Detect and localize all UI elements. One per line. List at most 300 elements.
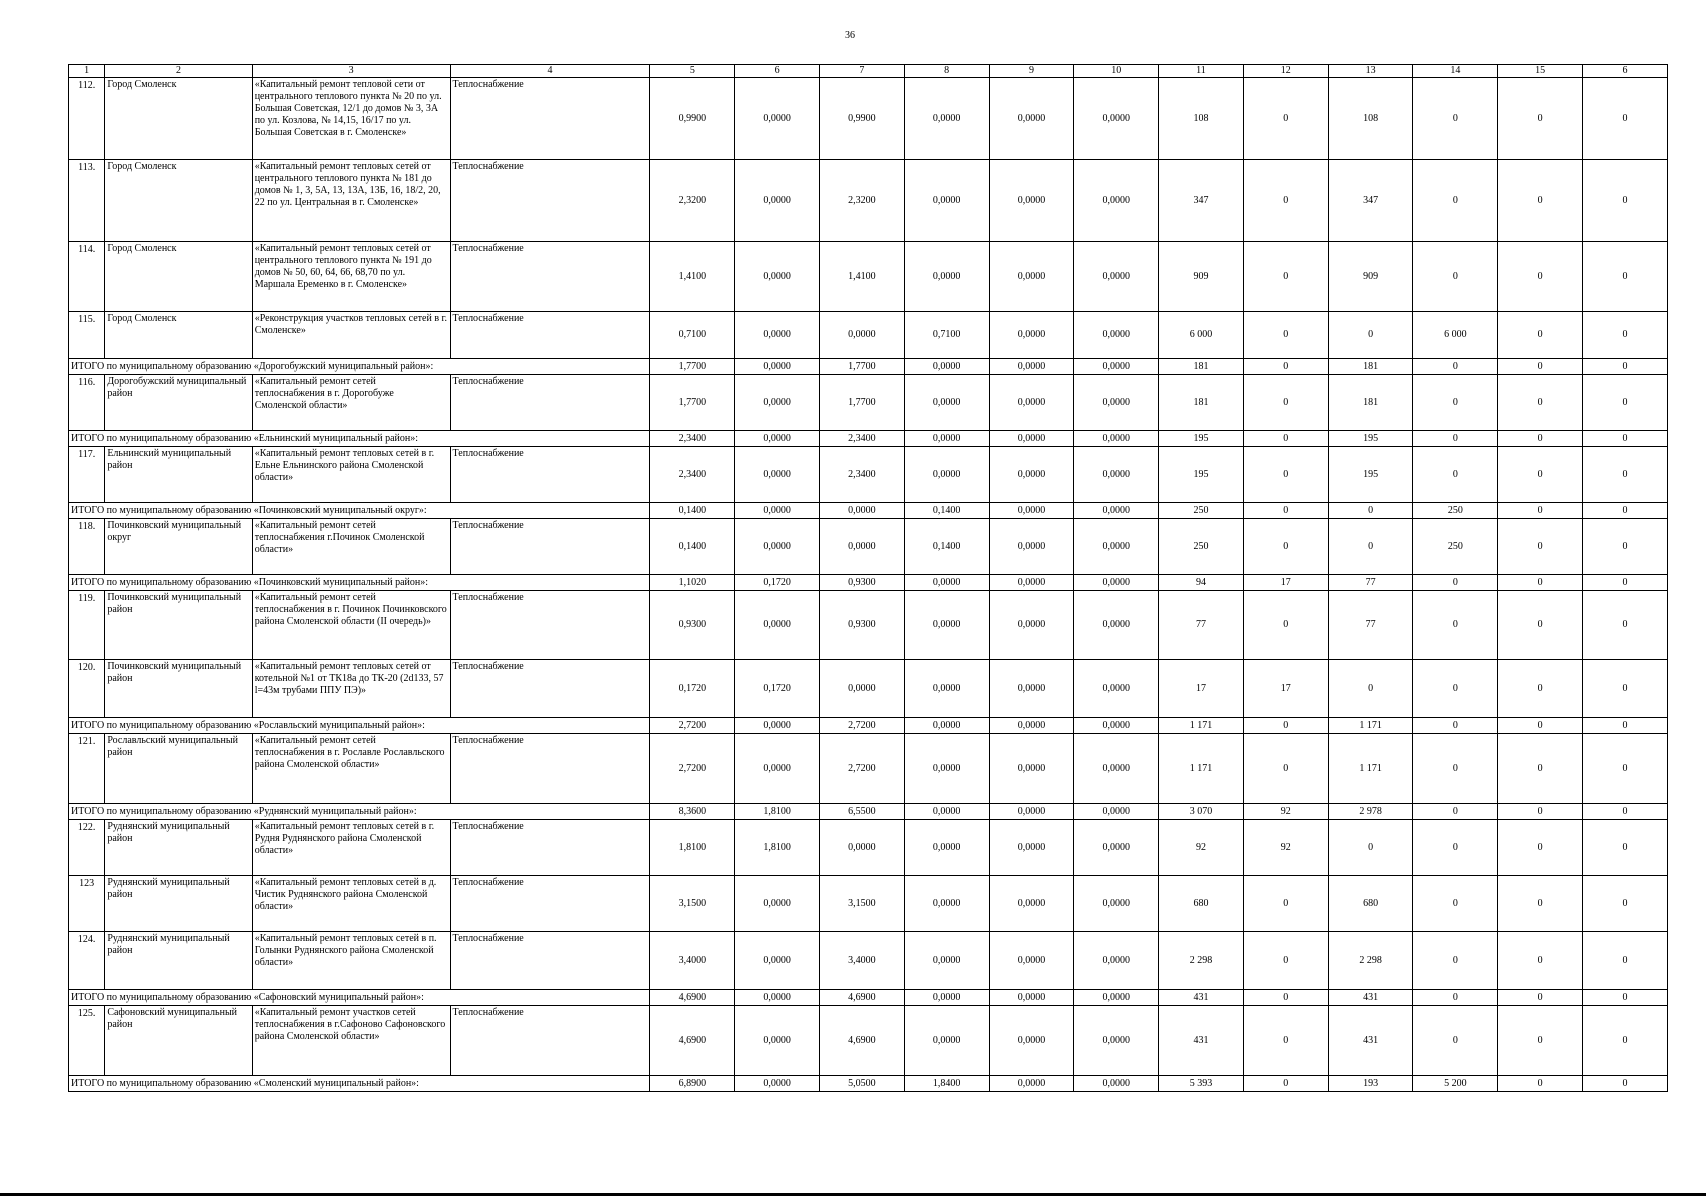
value-cell: 0 [1243, 990, 1328, 1006]
column-number: 14 [1413, 65, 1498, 78]
value-cell: 0 [1413, 990, 1498, 1006]
column-number: 10 [1074, 65, 1159, 78]
value-cell: 0 [1413, 78, 1498, 160]
column-number: 1 [69, 65, 105, 78]
value-cell: 0,1720 [735, 660, 820, 718]
value-cell: 0,9900 [819, 78, 904, 160]
row-number: 113. [69, 160, 105, 242]
value-cell: 92 [1243, 820, 1328, 876]
value-cell: 0 [1498, 820, 1583, 876]
value-cell: 6,8900 [650, 1076, 735, 1092]
municipality-cell: Руднянский муниципальный район [105, 876, 252, 932]
subtotal-label: ИТОГО по муниципальному образованию «Починковский муниципальный округ»: [69, 503, 650, 519]
municipality-cell: Руднянский муниципальный район [105, 932, 252, 990]
municipality-cell: Город Смоленск [105, 160, 252, 242]
value-cell: 0 [1498, 160, 1583, 242]
value-cell: 0 [1498, 718, 1583, 734]
value-cell: 347 [1159, 160, 1244, 242]
value-cell: 0 [1498, 242, 1583, 312]
value-cell: 0 [1498, 660, 1583, 718]
value-cell: 77 [1328, 591, 1413, 660]
row-number: 120. [69, 660, 105, 718]
value-cell: 77 [1159, 591, 1244, 660]
project-name-cell: «Капитальный ремонт тепловых сетей в г. Ельне Ельнинского района Смоленской области» [252, 447, 450, 503]
value-cell: 0,0000 [819, 312, 904, 359]
value-cell: 17 [1159, 660, 1244, 718]
value-cell: 0 [1498, 312, 1583, 359]
value-cell: 0,0000 [1074, 447, 1159, 503]
value-cell: 0,0000 [989, 734, 1074, 804]
value-cell: 1,7700 [819, 375, 904, 431]
subtotal-label: ИТОГО по муниципальному образованию «Сафоновский муниципальный район»: [69, 990, 650, 1006]
value-cell: 0 [1243, 519, 1328, 575]
value-cell: 3,4000 [650, 932, 735, 990]
subtotal-row [69, 990, 1668, 1006]
subtotal-label: ИТОГО по муниципальному образованию «Рославльский муниципальный район»: [69, 718, 650, 734]
value-cell: 250 [1159, 503, 1244, 519]
page-number: 36 [845, 30, 855, 41]
value-cell: 0 [1583, 375, 1668, 431]
value-cell: 0,0000 [735, 431, 820, 447]
direction-cell: Теплоснабжение [450, 312, 650, 359]
direction-cell: Теплоснабжение [450, 820, 650, 876]
value-cell: 0,0000 [1074, 876, 1159, 932]
value-cell: 0,7100 [650, 312, 735, 359]
value-cell: 431 [1159, 990, 1244, 1006]
value-cell: 0 [1413, 375, 1498, 431]
value-cell: 0 [1413, 718, 1498, 734]
value-cell: 0,0000 [904, 660, 989, 718]
row-number: 116. [69, 375, 105, 431]
value-cell: 0,0000 [1074, 78, 1159, 160]
value-cell: 0,0000 [735, 447, 820, 503]
value-cell: 0,0000 [1074, 359, 1159, 375]
value-cell: 8,3600 [650, 804, 735, 820]
value-cell: 0,0000 [904, 431, 989, 447]
value-cell: 0,0000 [1074, 718, 1159, 734]
value-cell: 0,0000 [735, 718, 820, 734]
column-number: 13 [1328, 65, 1413, 78]
value-cell: 0 [1243, 312, 1328, 359]
value-cell: 0,0000 [989, 660, 1074, 718]
project-name-cell: «Капитальный ремонт тепловых сетей от котельной №1 от ТК18а до ТК-20 (2d133, 57 l=43м трубами ППУ ПЭ)» [252, 660, 450, 718]
value-cell: 0 [1583, 591, 1668, 660]
column-number: 8 [904, 65, 989, 78]
subtotal-label: ИТОГО по муниципальному образованию «Смоленский муниципальный район»: [69, 1076, 650, 1092]
municipality-cell: Город Смоленск [105, 78, 252, 160]
direction-cell: Теплоснабжение [450, 932, 650, 990]
value-cell: 0 [1243, 359, 1328, 375]
value-cell: 0,0000 [989, 876, 1074, 932]
row-number: 119. [69, 591, 105, 660]
value-cell: 195 [1328, 447, 1413, 503]
value-cell: 0,0000 [904, 575, 989, 591]
subtotal-row [69, 575, 1668, 591]
value-cell: 1 171 [1328, 734, 1413, 804]
value-cell: 0,0000 [904, 375, 989, 431]
subtotal-row [69, 359, 1668, 375]
value-cell: 6 000 [1413, 312, 1498, 359]
value-cell: 0 [1328, 660, 1413, 718]
value-cell: 0,0000 [735, 160, 820, 242]
project-name-cell: «Капитальный ремонт тепловой сети от центрального теплового пункта № 20 по ул. Большая Советская, 12/1 до домов № 3, 3А по ул. Козлова, № 14,15, 16/17 по ул. Большая Советская в г. Смоленске» [252, 78, 450, 160]
column-number: 4 [450, 65, 650, 78]
value-cell: 0 [1243, 78, 1328, 160]
value-cell: 0 [1328, 820, 1413, 876]
value-cell: 1,8100 [735, 804, 820, 820]
value-cell: 0,0000 [904, 242, 989, 312]
value-cell: 0 [1583, 990, 1668, 1006]
value-cell: 0,0000 [904, 718, 989, 734]
value-cell: 0 [1413, 932, 1498, 990]
value-cell: 0,1720 [650, 660, 735, 718]
value-cell: 1,8100 [650, 820, 735, 876]
column-number: 9 [989, 65, 1074, 78]
value-cell: 0,0000 [1074, 160, 1159, 242]
value-cell: 0,9900 [650, 78, 735, 160]
row-number: 118. [69, 519, 105, 575]
value-cell: 680 [1159, 876, 1244, 932]
value-cell: 0,0000 [989, 312, 1074, 359]
subtotal-label: ИТОГО по муниципальному образованию «Дорогобужский муниципальный район»: [69, 359, 650, 375]
value-cell: 4,6900 [650, 990, 735, 1006]
row-number: 122. [69, 820, 105, 876]
value-cell: 0,0000 [989, 375, 1074, 431]
value-cell: 0,0000 [904, 447, 989, 503]
value-cell: 0 [1243, 242, 1328, 312]
value-cell: 0 [1498, 1076, 1583, 1092]
municipality-cell: Город Смоленск [105, 312, 252, 359]
subtotal-row [69, 503, 1668, 519]
value-cell: 0 [1583, 359, 1668, 375]
value-cell: 0,0000 [904, 876, 989, 932]
header-row [69, 65, 1668, 78]
value-cell: 0 [1583, 575, 1668, 591]
municipality-cell: Руднянский муниципальный район [105, 820, 252, 876]
value-cell: 0 [1498, 78, 1583, 160]
value-cell: 0,0000 [735, 734, 820, 804]
project-name-cell: «Капитальный ремонт участков сетей теплоснабжения в г.Сафоново Сафоновского района Смоленской области» [252, 1006, 450, 1076]
value-cell: 94 [1159, 575, 1244, 591]
subtotal-row [69, 804, 1668, 820]
value-cell: 0 [1243, 503, 1328, 519]
value-cell: 0 [1243, 1076, 1328, 1092]
value-cell: 1,7700 [819, 359, 904, 375]
row-number: 112. [69, 78, 105, 160]
column-number: 6 [1583, 65, 1668, 78]
value-cell: 431 [1159, 1006, 1244, 1076]
value-cell: 17 [1243, 575, 1328, 591]
value-cell: 0 [1243, 876, 1328, 932]
value-cell: 0 [1243, 447, 1328, 503]
value-cell: 0 [1583, 160, 1668, 242]
value-cell: 0,0000 [989, 359, 1074, 375]
value-cell: 0 [1243, 1006, 1328, 1076]
subtotal-row [69, 718, 1668, 734]
column-number: 15 [1498, 65, 1583, 78]
value-cell: 0,0000 [989, 990, 1074, 1006]
value-cell: 3,1500 [819, 876, 904, 932]
value-cell: 3,4000 [819, 932, 904, 990]
value-cell: 0,0000 [1074, 503, 1159, 519]
value-cell: 0,0000 [1074, 375, 1159, 431]
value-cell: 0,0000 [735, 503, 820, 519]
value-cell: 0 [1583, 447, 1668, 503]
value-cell: 181 [1328, 359, 1413, 375]
value-cell: 0 [1583, 519, 1668, 575]
value-cell: 6 000 [1159, 312, 1244, 359]
value-cell: 2 978 [1328, 804, 1413, 820]
value-cell: 108 [1159, 78, 1244, 160]
value-cell: 2,7200 [819, 718, 904, 734]
value-cell: 0,0000 [819, 503, 904, 519]
table-row [69, 932, 1668, 990]
data-table [68, 64, 1668, 1092]
project-name-cell: «Капитальный ремонт сетей теплоснабжения г.Починок Смоленской области» [252, 519, 450, 575]
value-cell: 0 [1243, 718, 1328, 734]
value-cell: 0,0000 [1074, 591, 1159, 660]
value-cell: 2,7200 [819, 734, 904, 804]
value-cell: 0,0000 [735, 1006, 820, 1076]
value-cell: 0 [1328, 503, 1413, 519]
row-number: 115. [69, 312, 105, 359]
value-cell: 0 [1413, 820, 1498, 876]
column-number: 7 [819, 65, 904, 78]
value-cell: 6,5500 [819, 804, 904, 820]
value-cell: 0,0000 [989, 575, 1074, 591]
subtotal-label: ИТОГО по муниципальному образованию «Починковский муниципальный район»: [69, 575, 650, 591]
value-cell: 0,0000 [1074, 575, 1159, 591]
value-cell: 0 [1583, 734, 1668, 804]
direction-cell: Теплоснабжение [450, 660, 650, 718]
column-number: 5 [650, 65, 735, 78]
value-cell: 0,0000 [904, 734, 989, 804]
value-cell: 1,4100 [650, 242, 735, 312]
row-number: 121. [69, 734, 105, 804]
value-cell: 4,6900 [650, 1006, 735, 1076]
subtotal-row [69, 431, 1668, 447]
column-number: 3 [252, 65, 450, 78]
value-cell: 2 298 [1159, 932, 1244, 990]
value-cell: 0,0000 [1074, 660, 1159, 718]
value-cell: 0,0000 [735, 359, 820, 375]
value-cell: 3 070 [1159, 804, 1244, 820]
direction-cell: Теплоснабжение [450, 734, 650, 804]
value-cell: 909 [1159, 242, 1244, 312]
value-cell: 0 [1413, 660, 1498, 718]
value-cell: 1,8100 [735, 820, 820, 876]
value-cell: 0,0000 [819, 820, 904, 876]
value-cell: 0,0000 [1074, 312, 1159, 359]
municipality-cell: Город Смоленск [105, 242, 252, 312]
direction-cell: Теплоснабжение [450, 160, 650, 242]
value-cell: 0,0000 [989, 447, 1074, 503]
value-cell: 181 [1328, 375, 1413, 431]
value-cell: 77 [1328, 575, 1413, 591]
value-cell: 0 [1498, 876, 1583, 932]
value-cell: 0 [1583, 804, 1668, 820]
value-cell: 0 [1243, 734, 1328, 804]
value-cell: 0 [1243, 431, 1328, 447]
municipality-cell: Починковский муниципальный округ [105, 519, 252, 575]
value-cell: 5 393 [1159, 1076, 1244, 1092]
value-cell: 250 [1413, 503, 1498, 519]
value-cell: 0 [1583, 431, 1668, 447]
value-cell: 92 [1243, 804, 1328, 820]
value-cell: 2,3200 [819, 160, 904, 242]
value-cell: 0 [1583, 820, 1668, 876]
table-row [69, 312, 1668, 359]
value-cell: 181 [1159, 375, 1244, 431]
value-cell: 0 [1583, 876, 1668, 932]
value-cell: 0 [1243, 932, 1328, 990]
value-cell: 0 [1328, 519, 1413, 575]
value-cell: 0,1400 [650, 503, 735, 519]
value-cell: 1,4100 [819, 242, 904, 312]
value-cell: 0 [1498, 990, 1583, 1006]
value-cell: 0 [1498, 447, 1583, 503]
value-cell: 0,0000 [989, 503, 1074, 519]
value-cell: 0,0000 [735, 876, 820, 932]
value-cell: 0 [1498, 359, 1583, 375]
column-number: 6 [735, 65, 820, 78]
value-cell: 2,3400 [650, 447, 735, 503]
value-cell: 0,0000 [989, 242, 1074, 312]
value-cell: 195 [1328, 431, 1413, 447]
value-cell: 0 [1243, 160, 1328, 242]
value-cell: 193 [1328, 1076, 1413, 1092]
table-row [69, 160, 1668, 242]
value-cell: 0,0000 [904, 591, 989, 660]
value-cell: 0 [1498, 591, 1583, 660]
value-cell: 195 [1159, 431, 1244, 447]
value-cell: 2,3400 [819, 431, 904, 447]
value-cell: 0,0000 [1074, 242, 1159, 312]
row-number: 124. [69, 932, 105, 990]
project-name-cell: «Капитальный ремонт сетей теплоснабжения в г. Дорогобуже Смоленской области» [252, 375, 450, 431]
value-cell: 347 [1328, 160, 1413, 242]
value-cell: 0 [1243, 375, 1328, 431]
value-cell: 2,3400 [819, 447, 904, 503]
municipality-cell: Ельнинский муниципальный район [105, 447, 252, 503]
value-cell: 0,0000 [819, 519, 904, 575]
value-cell: 2,7200 [650, 734, 735, 804]
value-cell: 0 [1498, 1006, 1583, 1076]
value-cell: 0,0000 [735, 1076, 820, 1092]
value-cell: 5 200 [1413, 1076, 1498, 1092]
value-cell: 0,0000 [1074, 734, 1159, 804]
value-cell: 0 [1498, 932, 1583, 990]
value-cell: 0 [1498, 503, 1583, 519]
table-row [69, 876, 1668, 932]
value-cell: 0,0000 [989, 160, 1074, 242]
row-number: 123 [69, 876, 105, 932]
bottom-rule [0, 1193, 1706, 1196]
value-cell: 0,9300 [819, 575, 904, 591]
municipality-cell: Починковский муниципальный район [105, 591, 252, 660]
value-cell: 0 [1413, 734, 1498, 804]
value-cell: 0,0000 [904, 804, 989, 820]
value-cell: 431 [1328, 990, 1413, 1006]
value-cell: 0,0000 [989, 804, 1074, 820]
value-cell: 0,0000 [989, 932, 1074, 990]
value-cell: 0 [1498, 519, 1583, 575]
column-number: 11 [1159, 65, 1244, 78]
value-cell: 0,0000 [989, 1076, 1074, 1092]
value-cell: 1,7700 [650, 359, 735, 375]
value-cell: 680 [1328, 876, 1413, 932]
value-cell: 0,0000 [1074, 519, 1159, 575]
value-cell: 0,1400 [904, 519, 989, 575]
value-cell: 0,0000 [989, 1006, 1074, 1076]
value-cell: 0 [1583, 1006, 1668, 1076]
value-cell: 17 [1243, 660, 1328, 718]
column-number: 2 [105, 65, 252, 78]
value-cell: 195 [1159, 447, 1244, 503]
value-cell: 0 [1413, 359, 1498, 375]
table-row [69, 591, 1668, 660]
municipality-cell: Починковский муниципальный район [105, 660, 252, 718]
row-number: 125. [69, 1006, 105, 1076]
value-cell: 431 [1328, 1006, 1413, 1076]
value-cell: 0,0000 [904, 78, 989, 160]
value-cell: 0 [1413, 876, 1498, 932]
table-row [69, 519, 1668, 575]
value-cell: 1,7700 [650, 375, 735, 431]
project-name-cell: «Реконструкция участков тепловых сетей в г. Смоленске» [252, 312, 450, 359]
value-cell: 5,0500 [819, 1076, 904, 1092]
value-cell: 0,0000 [989, 78, 1074, 160]
value-cell: 1 171 [1159, 718, 1244, 734]
value-cell: 2,3200 [650, 160, 735, 242]
value-cell: 1 171 [1159, 734, 1244, 804]
value-cell: 2,7200 [650, 718, 735, 734]
value-cell: 2 298 [1328, 932, 1413, 990]
table-row [69, 242, 1668, 312]
value-cell: 0 [1583, 312, 1668, 359]
value-cell: 0,0000 [735, 312, 820, 359]
value-cell: 181 [1159, 359, 1244, 375]
value-cell: 0 [1498, 375, 1583, 431]
table-row [69, 734, 1668, 804]
value-cell: 108 [1328, 78, 1413, 160]
value-cell: 2,3400 [650, 431, 735, 447]
value-cell: 0,0000 [989, 591, 1074, 660]
value-cell: 0 [1413, 804, 1498, 820]
value-cell: 0,0000 [989, 820, 1074, 876]
value-cell: 0 [1498, 734, 1583, 804]
direction-cell: Теплоснабжение [450, 78, 650, 160]
value-cell: 0,0000 [735, 990, 820, 1006]
value-cell: 0 [1583, 660, 1668, 718]
value-cell: 0 [1328, 312, 1413, 359]
municipality-cell: Дорогобужский муниципальный район [105, 375, 252, 431]
project-name-cell: «Капитальный ремонт тепловых сетей в п. Голынки Руднянского района Смоленской области» [252, 932, 450, 990]
value-cell: 0 [1583, 78, 1668, 160]
value-cell: 250 [1413, 519, 1498, 575]
value-cell: 0,0000 [735, 519, 820, 575]
value-cell: 0,7100 [904, 312, 989, 359]
value-cell: 0 [1583, 242, 1668, 312]
table-row [69, 660, 1668, 718]
municipality-cell: Сафоновский муниципальный район [105, 1006, 252, 1076]
value-cell: 250 [1159, 519, 1244, 575]
value-cell: 0,1400 [904, 503, 989, 519]
row-number: 117. [69, 447, 105, 503]
value-cell: 4,6900 [819, 1006, 904, 1076]
direction-cell: Теплоснабжение [450, 591, 650, 660]
value-cell: 0 [1243, 591, 1328, 660]
